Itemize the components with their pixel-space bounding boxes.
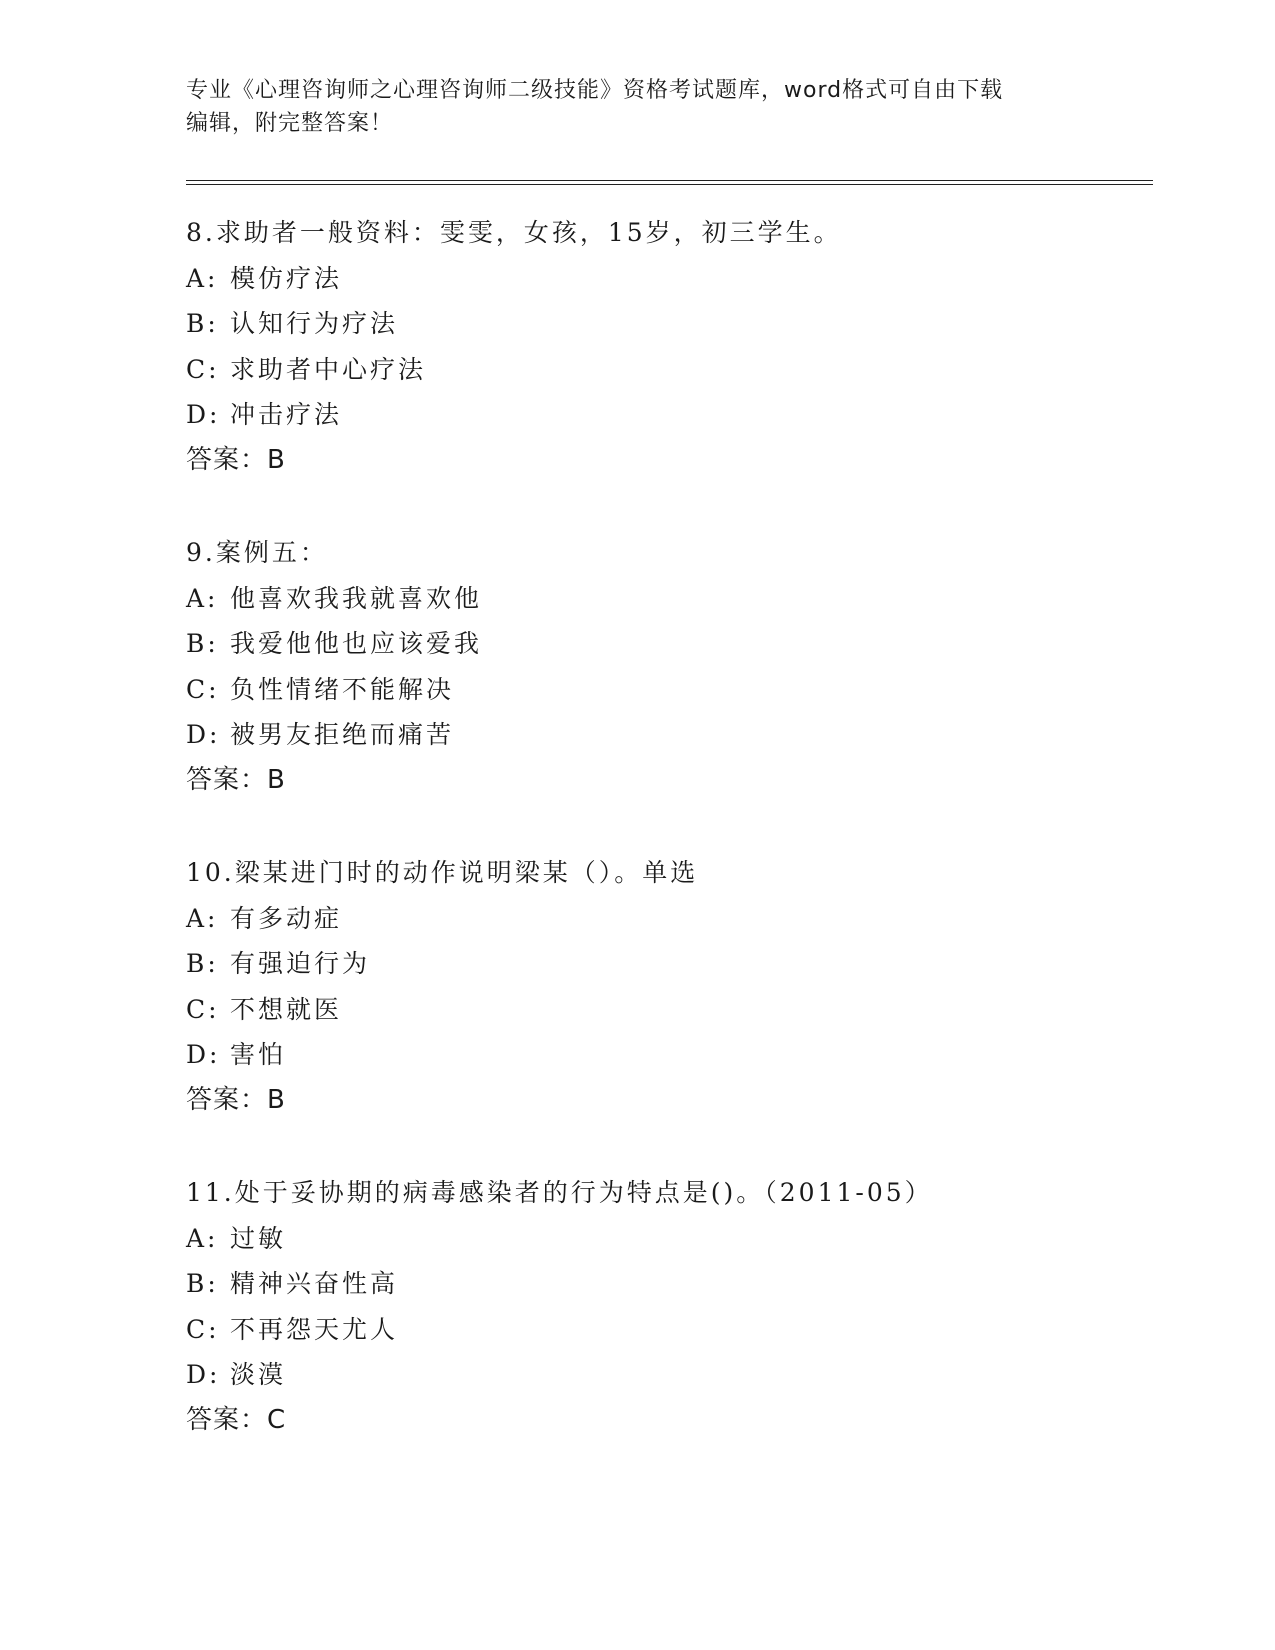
option-d — [186, 1032, 1146, 1078]
option-key: C: — [186, 354, 220, 384]
header-line-2: 编辑，附完整答案！ — [186, 111, 394, 136]
option-text: 过敏 — [230, 1223, 287, 1253]
option-key: A: — [186, 1223, 219, 1253]
option-d — [186, 712, 1146, 758]
answer-line: 答案：B — [186, 444, 286, 475]
option-key: D: — [186, 1360, 221, 1389]
option-a — [186, 896, 1146, 942]
option-b — [186, 941, 1146, 987]
question-11 — [186, 1170, 1146, 1490]
option-key: D: — [186, 400, 221, 429]
option-text: 求助者中心疗法 — [230, 354, 427, 384]
option-text: 我爱他他也应该爱我 — [230, 629, 483, 658]
option-key: C: — [186, 1314, 220, 1344]
option-text: 认知行为疗法 — [230, 309, 399, 338]
option-key: B: — [186, 629, 219, 658]
option-text: 模仿疗法 — [230, 263, 343, 293]
question-stem: 9.案例五： — [186, 538, 328, 567]
option-key: A: — [186, 263, 219, 293]
header-line-1: 专业《心理咨询师之心理咨询师二级技能》资格考试题库，word格式可自由下载 — [186, 78, 1004, 103]
option-a — [186, 1216, 1146, 1262]
option-a — [186, 576, 1146, 622]
option-text: 冲击疗法 — [230, 400, 343, 429]
question-9 — [186, 530, 1146, 850]
option-text: 有强迫行为 — [230, 949, 371, 978]
option-b — [186, 621, 1146, 667]
option-b — [186, 1261, 1146, 1307]
option-c — [186, 987, 1146, 1033]
question-stem: 8.求助者一般资料：雯雯，女孩，15岁，初三学生。 — [186, 218, 842, 247]
option-key: A: — [186, 903, 219, 933]
option-text: 淡漠 — [230, 1360, 287, 1389]
question-stem: 10.梁某进门时的动作说明梁某（）。单选 — [186, 858, 699, 887]
option-key: C: — [186, 994, 220, 1024]
option-key: B: — [186, 1269, 219, 1298]
option-text: 有多动症 — [230, 903, 343, 933]
option-text: 精神兴奋性高 — [230, 1269, 399, 1298]
option-text: 害怕 — [230, 1040, 287, 1069]
option-c — [186, 667, 1146, 713]
question-stem: 11.处于妥协期的病毒感染者的行为特点是()。（2011-05） — [186, 1178, 933, 1207]
option-d — [186, 1352, 1146, 1398]
option-key: A: — [186, 583, 219, 613]
header-divider-top — [186, 180, 1153, 181]
option-text: 不想就医 — [230, 994, 343, 1024]
option-c — [186, 1307, 1146, 1353]
option-a — [186, 256, 1146, 302]
option-key: B: — [186, 309, 219, 338]
answer-line: 答案：B — [186, 764, 286, 795]
option-text: 不再怨天尤人 — [230, 1314, 399, 1344]
question-list — [186, 210, 1146, 1490]
option-key: C: — [186, 674, 220, 704]
document-header — [186, 74, 1086, 140]
option-text: 负性情绪不能解决 — [230, 674, 455, 704]
option-key: D: — [186, 720, 221, 749]
question-10 — [186, 850, 1146, 1170]
option-text: 被男友拒绝而痛苦 — [230, 720, 455, 749]
answer-line: 答案：B — [186, 1084, 286, 1115]
option-key: D: — [186, 1040, 221, 1069]
option-c — [186, 347, 1146, 393]
header-divider-bottom — [186, 184, 1153, 185]
option-b — [186, 301, 1146, 347]
option-text: 他喜欢我我就喜欢他 — [230, 583, 483, 613]
answer-line: 答案：C — [186, 1404, 287, 1435]
option-d — [186, 392, 1146, 438]
question-8 — [186, 210, 1146, 530]
option-key: B: — [186, 949, 219, 978]
